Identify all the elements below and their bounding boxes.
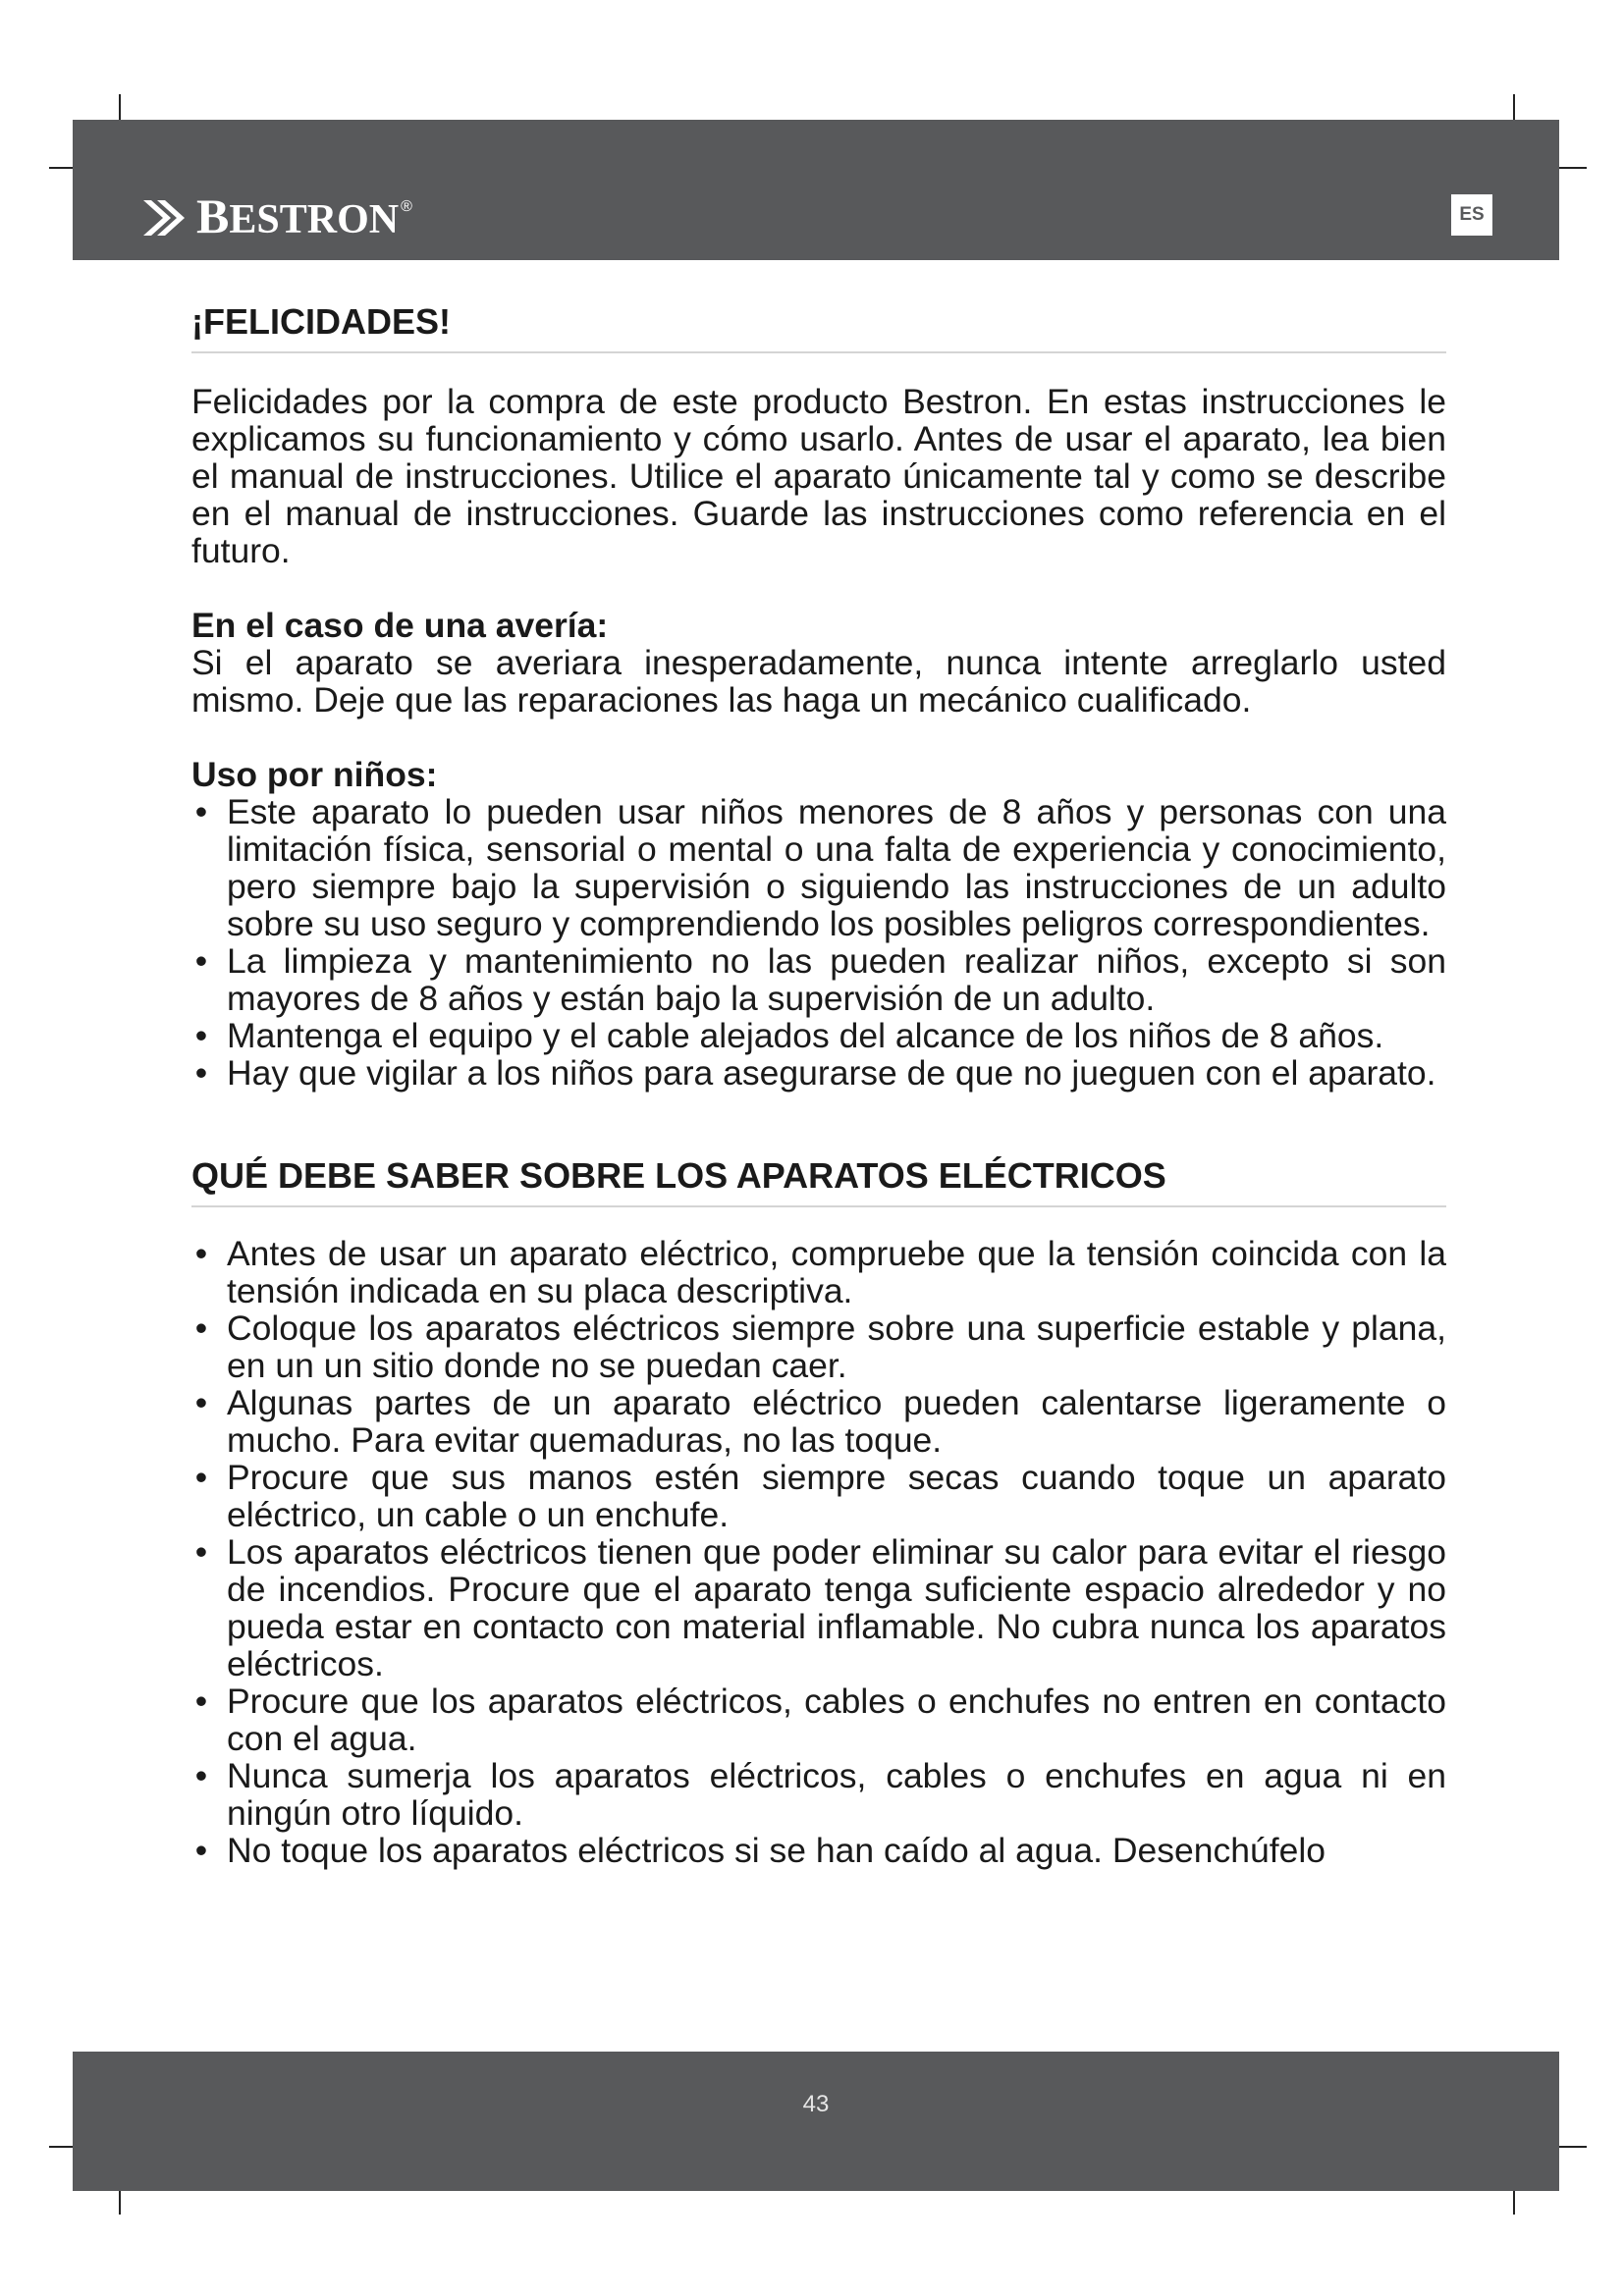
section-congratulations — [191, 300, 1446, 1092]
section-electrical — [191, 1154, 1446, 1869]
list-item: • Coloque los aparatos eléctricos siempre sobre una superficie estable y plana, en un un sitio donde no se puedan caer. — [191, 1309, 1446, 1384]
list-item: • Hay que vigilar a los niños para asegurarse de que no jueguen con el aparato. — [191, 1054, 1446, 1092]
language-badge: ES — [1451, 194, 1492, 236]
bestron-logo — [141, 188, 412, 243]
section-title: QUÉ DEBE SABER SOBRE LOS APARATOS ELÉCTRICOS — [191, 1154, 1446, 1207]
list-item: • Nunca sumerja los aparatos eléctricos, cables o enchufes en agua ni en ningún otro líquido. — [191, 1757, 1446, 1832]
bullet-icon: • — [194, 941, 208, 981]
bullet-icon: • — [194, 1308, 208, 1348]
intro-paragraph: Felicidades por la compra de este producto Bestron. En estas instrucciones le explicamos su funcionamiento y cómo usarlo. Antes de usar el aparato, lea bien el manual de instrucciones. Utilice el aparato únicamente tal y como se describe en el manual de instrucciones. Guarde las instrucciones como referencia en el futuro. — [191, 382, 1446, 570]
chevrons-icon — [141, 196, 190, 240]
bullet-icon: • — [194, 1016, 208, 1055]
list-item: • Antes de usar un aparato eléctrico, compruebe que la tensión coincida con la tensión indicada en su placa descriptiva. — [191, 1235, 1446, 1309]
brand-name: BESTRON — [196, 188, 400, 243]
header-band — [73, 120, 1559, 260]
bullet-icon: • — [194, 1756, 208, 1795]
list-item: • Este aparato lo pueden usar niños menores de 8 años y personas con una limitación física, sensorial o mental o una falta de experiencia y conocimiento, pero siempre bajo la supervisión o siguiendo las instrucciones de un adulto sobre su uso seguro y comprendiendo los posibles peligros correspondientes. — [191, 793, 1446, 942]
list-item: • La limpieza y mantenimiento no las pueden realizar niños, excepto si son mayores de 8 años y están bajo la supervisión de un adulto. — [191, 942, 1446, 1017]
bullet-icon: • — [194, 1053, 208, 1093]
page-content — [191, 300, 1446, 1869]
page-number: 43 — [802, 2091, 830, 2117]
children-heading: Uso por niños: — [191, 755, 438, 794]
list-item: • Algunas partes de un aparato eléctrico pueden calentarse ligeramente o mucho. Para evitar quemaduras, no las toque. — [191, 1384, 1446, 1459]
bullet-icon: • — [194, 1831, 208, 1870]
bullet-icon: • — [194, 792, 208, 831]
registered-mark: ® — [401, 198, 412, 215]
bullet-icon: • — [194, 1383, 208, 1422]
bullet-icon: • — [194, 1234, 208, 1273]
bullet-icon: • — [194, 1682, 208, 1721]
list-item: • No toque los aparatos eléctricos si se han caído al agua. Desenchúfelo — [191, 1832, 1446, 1869]
list-item: • Procure que los aparatos eléctricos, cables o enchufes no entren en contacto con el agua. — [191, 1682, 1446, 1757]
list-item: • Los aparatos eléctricos tienen que poder eliminar su calor para evitar el riesgo de incendios. Procure que el aparato tenga suficiente espacio alrededor y no pueda estar en contacto con material inflamable. No cubra nunca los aparatos eléctricos. — [191, 1533, 1446, 1682]
children-list — [191, 793, 1446, 1092]
breakdown-paragraph: Si el aparato se averiara inesperadamente, nunca intente arreglarlo usted mismo. Deje que las reparaciones las haga un mecánico cualificado. — [191, 643, 1446, 720]
bullet-icon: • — [194, 1532, 208, 1572]
bullet-icon: • — [194, 1458, 208, 1497]
electrical-list — [191, 1235, 1446, 1869]
list-item: • Procure que sus manos estén siempre secas cuando toque un aparato eléctrico, un cable o un enchufe. — [191, 1459, 1446, 1533]
breakdown-heading: En el caso de una avería: — [191, 606, 609, 645]
footer-band — [73, 2052, 1559, 2191]
section-title: ¡FELICIDADES! — [191, 300, 1446, 353]
list-item: • Mantenga el equipo y el cable alejados del alcance de los niños de 8 años. — [191, 1017, 1446, 1054]
